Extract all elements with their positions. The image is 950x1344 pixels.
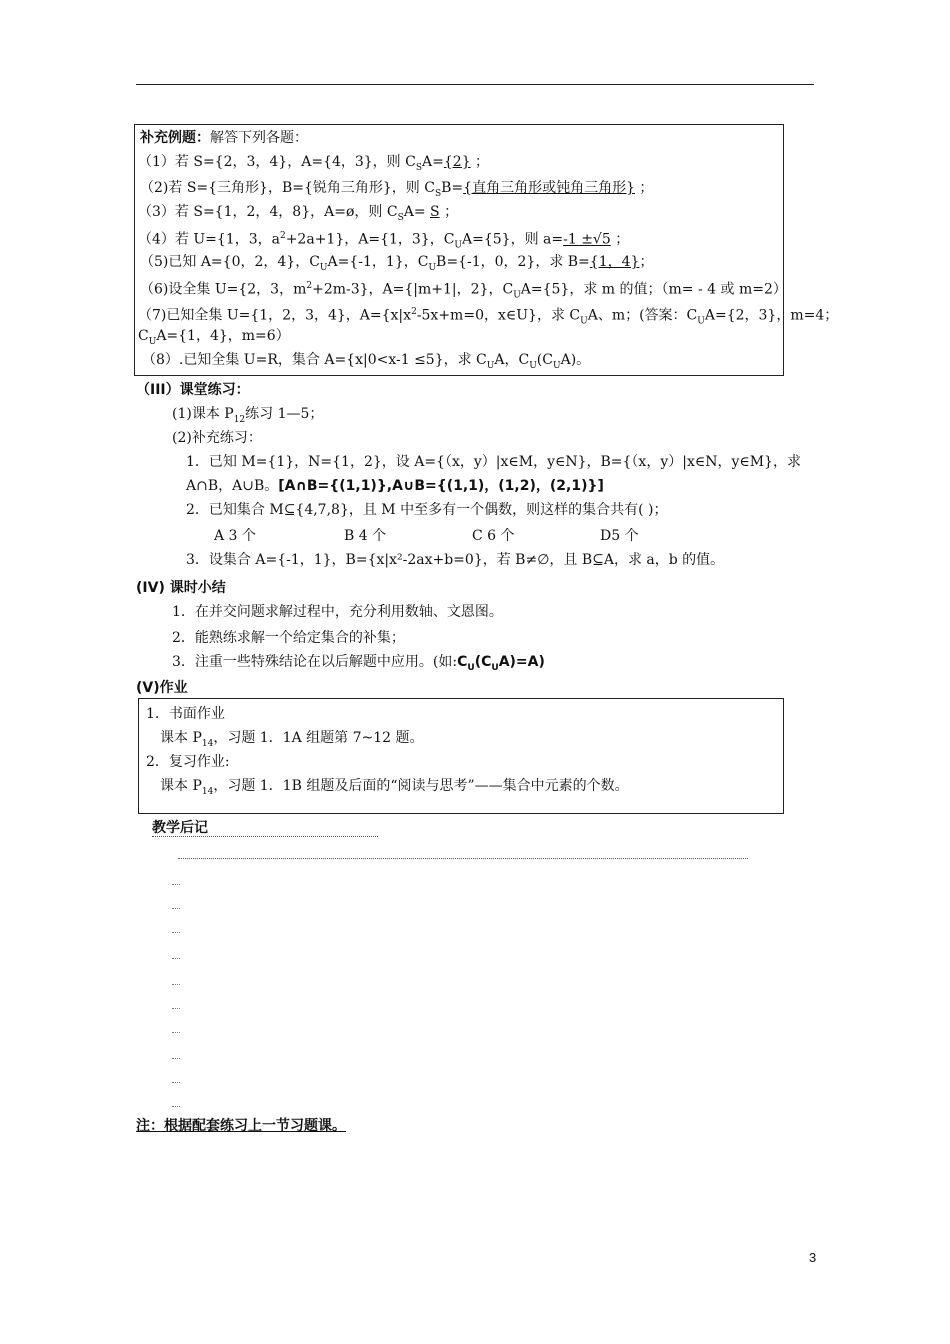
header-rule: [136, 84, 814, 85]
supplement-q6: （6)设全集 U={2，3，$m^2+2m-3$}，A={|m+1|，2}，$C_UA=\{5\}$，求 m 的值；（m= - 4 或 m=2）: [140, 281, 787, 301]
answer: {1，4}: [589, 254, 640, 270]
practice-ex2-option-a: A 3 个: [214, 528, 256, 544]
supplement-q7: （7)已知全集 U={1，2，3，4}，$A=\{x|x^2-5x+m=0$，x∈U}，求 $C_UA$、m；(答案：$C_UA=\{2$，3}，m=4；: [138, 307, 839, 327]
afterword-blank-line: [172, 958, 180, 959]
summary-item-3: 3．注重一些特殊结论在以后解题中应用。(如$:C_U(C_UA)=A$): [172, 654, 545, 673]
practice-ex2-option-b: B 4 个: [344, 528, 387, 544]
homework-item-2-detail: 课本 $P_{14}$，习题 1．1B 组题及后面的“阅读与思考”——集合中元素的个数。: [160, 778, 629, 797]
summary-item-1: 1．在并交问题求解过程中，充分利用数轴、文恩图。: [172, 604, 503, 620]
practice-ex2-line: 2．已知集合 M⊆{4,7,8}，且 M 中至多有一个偶数，则这样的集合共有( )；: [186, 502, 668, 518]
afterword-writing-line: [178, 858, 748, 859]
practice-ex2-option-d: D5 个: [600, 528, 639, 544]
afterword-blank-line: [172, 884, 180, 885]
afterword-blank-line: [172, 1032, 180, 1033]
homework-item-2: 2．复习作业:: [146, 754, 230, 770]
answer: S: [430, 204, 440, 220]
practice-ex2-option-c: C 6 个: [472, 528, 515, 544]
summary-heading: (IV) 课时小结: [136, 580, 226, 596]
practice-ex1-answer: [A∩B={(1,1)},A∪B={(1,1)，(1,2)，(2,1)}]: [278, 478, 604, 494]
homework-item-1: 1．书面作业: [146, 706, 225, 722]
homework-item-1-detail: 课本 $P_{14}$，习题 1．1A 组题第 7~12 题。: [160, 730, 424, 749]
afterword-blank-line: [172, 1058, 180, 1059]
afterword-heading-underline: [152, 836, 378, 837]
supplement-title: 补充例题：: [140, 130, 210, 146]
summary-item-2: 2．能熟练求解一个给定集合的补集；: [172, 630, 405, 646]
supplement-q4: （4）若 U={1，3，$a^2+2a+1$}，A={1，3}，$C_UA=\{5\}$，则 a=-1 ±√5 ；: [138, 231, 630, 251]
afterword-heading: 教学后记: [152, 820, 208, 836]
supplement-q5: （5)已知 A={0，2，4}，$C_UA=\{-1$，1}，$C_UB=\{-1$，0，2}，求 B={1，4}；: [140, 254, 654, 273]
afterword-blank-line: [172, 1008, 180, 1009]
practice-ex3-line: 3．设集合 A={-1，1}，B={x|x²-2ax+b=0}，若 B≠∅，且 B⊆A，求 a，b 的值。: [186, 552, 725, 568]
page-number: 3: [809, 1250, 817, 1265]
afterword-blank-line: [172, 908, 180, 909]
supplement-q3: （3）若 S={1，2，4，8}，A=ø，则 $C_SA= S$ ；: [138, 204, 459, 223]
supplement-q1: （1）若 S={2，3，4}，A={4，3}，则 $C_SA=\{2\}$ ；: [138, 154, 490, 173]
practice-heading: （III）课堂练习：: [136, 382, 250, 398]
practice-ex1-line1: 1．已知 M={1}，N={1，2}，设 A={（x，y）|x∈M，y∈N}，B={（x，y）|x∈N，y∈M}，求: [186, 454, 801, 470]
afterword-blank-line: [172, 984, 180, 985]
supplement-intro: 解答下列各题：: [210, 130, 308, 146]
supplement-q2: （2)若 S={三角形}，B={锐角三角形}，则 $C_SB=${直角三角形或钝角三角形} ；: [140, 180, 654, 199]
answer: {2}: [443, 154, 471, 170]
afterword-blank-line: [172, 1082, 180, 1083]
supplement-q7-cont: $C_UA=\{1$，4}，m=6）: [138, 328, 290, 347]
answer: {直角三角形或钝角三角形}: [463, 180, 635, 196]
supplement-header: [140, 128, 308, 148]
afterword-blank-line: [172, 1106, 180, 1107]
practice-ex1-line2: A∩B，A∪B。[A∩B={(1,1)},A∪B={(1,1)，(1,2)，(2,1)}]: [186, 478, 604, 494]
answer: -1 ±√5: [563, 231, 611, 248]
practice-item-2: (2)补充练习：: [172, 430, 262, 446]
practice-item-1: (1)课本 $P_{12}$练习 1—5；: [172, 406, 324, 425]
homework-heading: (V)作业: [136, 680, 188, 696]
footer-note: 注：根据配套练习上一节习题课。: [136, 1118, 346, 1134]
supplement-q8: （8）.已知全集 U=R，集合 A={x|0<x-1 ≤5}，求 $C_UA$，$C_U(C_UA)$。: [142, 352, 591, 371]
afterword-blank-line: [172, 932, 180, 933]
